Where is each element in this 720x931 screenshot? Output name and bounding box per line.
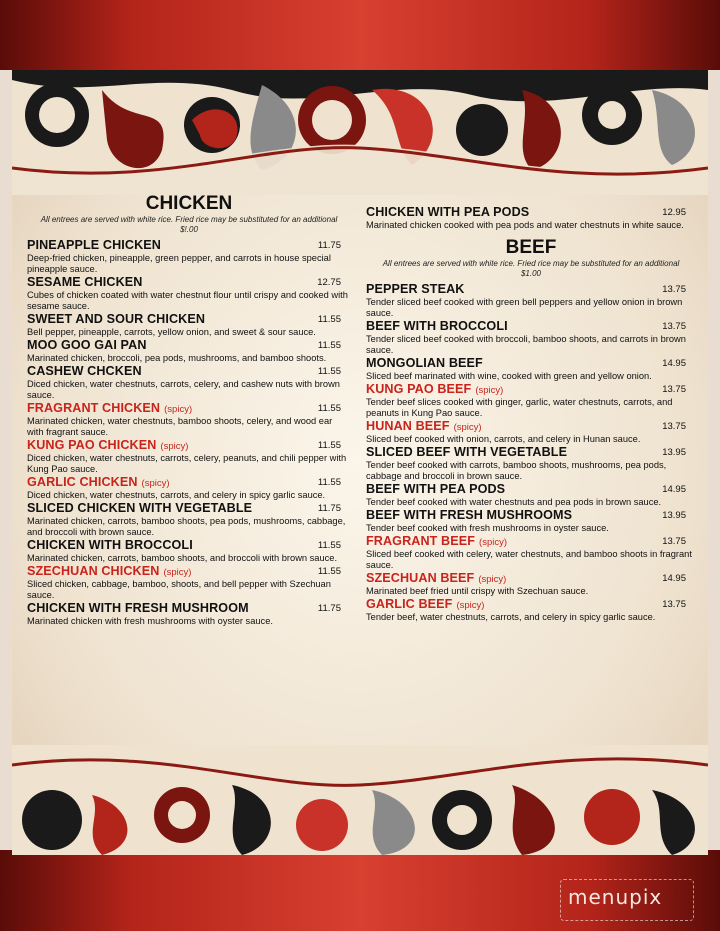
menu-item-description: Sliced chicken, cabbage, bamboo, shoots, and bell pepper with Szechuan sauce. — [27, 579, 331, 600]
menu-item — [366, 356, 696, 382]
menu-item — [27, 364, 351, 401]
chicken-column — [27, 194, 351, 627]
watermark-logo: menupix — [568, 885, 663, 909]
menu-item-price: 12.75 — [317, 277, 341, 288]
chicken-section-title: CHICKEN — [145, 193, 233, 214]
menu-item-price: 11.75 — [317, 503, 341, 514]
menu-item — [366, 482, 696, 508]
menu-item-name: CASHEW CHCKEN — [27, 364, 142, 378]
menu-item — [27, 238, 351, 275]
menu-item — [366, 382, 696, 419]
menu-item — [27, 538, 351, 564]
menu-item-description: Tender beef cooked with water chestnuts and pea pods in brown sauce. — [366, 497, 662, 507]
menu-item-name: FRAGRANT BEEF — [366, 534, 476, 548]
menu-item-description: Deep-fried chicken, pineapple, green pepper, and carrots in house special pineapple sauce. — [27, 253, 331, 274]
menu-item — [366, 597, 696, 623]
menu-item-price: 14.95 — [662, 573, 686, 584]
menu-item-price: 12.95 — [662, 207, 686, 218]
menu-item-name: HUNAN BEEF — [366, 419, 450, 433]
menu-item — [27, 275, 351, 312]
menu-item-name: FRAGRANT CHICKEN — [27, 401, 161, 415]
menu-item — [366, 419, 696, 445]
menu-item — [366, 282, 696, 319]
menu-item-price: 11.55 — [317, 340, 341, 351]
menu-item-name: BEEF WITH PEA PODS — [366, 482, 506, 496]
menu-item-name: SZECHUAN BEEF — [366, 571, 475, 585]
menu-item-description: Tender beef cooked with carrots, bamboo shoots, mushrooms, pea pods, cabbage and broccoli in brown sauce. — [366, 460, 667, 481]
menu-item-description: Diced chicken, water chestnuts, carrots, and celery in spicy garlic sauce. — [27, 490, 326, 500]
menu-item-name: GARLIC CHICKEN — [27, 475, 138, 489]
menu-item-name: SLICED BEEF WITH VEGETABLE — [366, 445, 568, 459]
menu-item-description: Marinated beef fried until crispy with Szechuan sauce. — [366, 586, 589, 596]
menu-item-price: 13.75 — [662, 321, 686, 332]
spicy-label: (spicy) — [141, 478, 170, 489]
menu-item-price: 11.55 — [317, 440, 341, 451]
menu-item — [366, 205, 696, 231]
spicy-label: (spicy) — [479, 537, 508, 548]
menu-item-description: Tender sliced beef cooked with broccoli, bamboo shoots, and carrots in brown sauce. — [366, 334, 686, 355]
menu-item-price: 11.55 — [317, 366, 341, 377]
menu-item — [366, 534, 696, 571]
menu-item-price: 14.95 — [662, 358, 686, 369]
menu-item-name: SESAME CHICKEN — [27, 275, 143, 289]
menu-item-description: Cubes of chicken coated with water chestnut flour until crispy and cooked with sesame sauce. — [27, 290, 348, 311]
menu-item-price: 11.55 — [317, 314, 341, 325]
spicy-label: (spicy) — [160, 441, 189, 452]
menu-item-description: Tender beef, water chestnuts, carrots, and celery in spicy garlic sauce. — [366, 612, 656, 622]
menu-item-description: Marinated chicken with fresh mushrooms with oyster sauce. — [27, 616, 273, 626]
menu-item — [27, 438, 351, 475]
beef-section-note: All entrees are served with white rice. Fried rice may be substituted for an additional $1.00 — [382, 259, 680, 278]
menu-item — [366, 571, 696, 597]
beef-section-title: BEEF — [505, 237, 557, 258]
menu-item-name: MONGOLIAN BEEF — [366, 356, 483, 370]
menu-item-price: 13.75 — [662, 384, 686, 395]
menu-item-name: CHICKEN WITH FRESH MUSHROOM — [27, 601, 249, 615]
spicy-label: (spicy) — [163, 567, 192, 578]
menu-item-description: Diced chicken, water chestnuts, carrots, celery, peanuts, and chili pepper with Kung Pao sauce. — [27, 453, 347, 474]
menu-item-description: Sliced beef cooked with celery, water chestnuts, and bamboo shoots in fragrant sauce. — [366, 549, 692, 570]
bottom-decorative-pattern — [12, 745, 708, 855]
menu-item — [27, 312, 351, 338]
menu-item-name: SZECHUAN CHICKEN — [27, 564, 160, 578]
menu-item — [27, 564, 351, 601]
top-decorative-pattern — [12, 70, 708, 195]
menu-item-price: 13.75 — [662, 421, 686, 432]
spicy-label: (spicy) — [453, 422, 482, 433]
menu-item-name: KUNG PAO CHICKEN — [27, 438, 157, 452]
menu-item-name: CHICKEN WITH BROCCOLI — [27, 538, 193, 552]
menu-item-description: Tender sliced beef cooked with green bell peppers and yellow onion in brown sauce. — [366, 297, 683, 318]
menu-item — [27, 601, 351, 627]
menu-item-name: MOO GOO GAI PAN — [27, 338, 147, 352]
menu-item-description: Tender beef slices cooked with ginger, garlic, water chestnuts, carrots, and peanuts in Kung Pao sauce. — [366, 397, 673, 418]
menu-item-description: Sliced beef marinated with wine, cooked with green and yellow onion. — [366, 371, 652, 381]
menu-item-price: 11.75 — [317, 240, 341, 251]
menu-item-price: 11.55 — [317, 477, 341, 488]
menu-item-description: Marinated chicken, water chestnuts, bamboo shoots, celery, and wood ear with fragrant sauce. — [27, 416, 333, 437]
menu-item-name: SLICED CHICKEN WITH VEGETABLE — [27, 501, 253, 515]
menu-item-name: GARLIC BEEF — [366, 597, 453, 611]
menu-item-price: 13.75 — [662, 284, 686, 295]
menu-item-name: PINEAPPLE CHICKEN — [27, 238, 161, 252]
menu-item-name: CHICKEN WITH PEA PODS — [366, 205, 530, 219]
menu-item-price: 13.95 — [662, 510, 686, 521]
menu-item-name: SWEET AND SOUR CHICKEN — [27, 312, 206, 326]
menu-item — [27, 338, 351, 364]
menu-item-description: Diced chicken, water chestnuts, carrots, celery, and cashew nuts with brown sauce. — [27, 379, 340, 400]
spicy-label: (spicy) — [478, 574, 507, 585]
menu-item-name: BEEF WITH BROCCOLI — [366, 319, 508, 333]
menu-item — [366, 445, 696, 482]
chicken-section-note: All entrees are served with white rice. Fried rice may be substituted for an additional $!.00 — [40, 215, 338, 234]
menu-item-description: Tender beef cooked with fresh mushrooms in oyster sauce. — [366, 523, 609, 533]
menu-item — [366, 319, 696, 356]
menu-item-name: PEPPER STEAK — [366, 282, 465, 296]
menu-item — [27, 401, 351, 438]
spicy-label: (spicy) — [475, 385, 504, 396]
spicy-label: (spicy) — [164, 404, 193, 415]
menu-item-description: Marinated chicken, carrots, bamboo shoots, and broccoli with brown sauce. — [27, 553, 338, 563]
menu-item-price: 13.75 — [662, 536, 686, 547]
menu-item-name: BEEF WITH FRESH MUSHROOMS — [366, 508, 573, 522]
menu-item-description: Sliced beef cooked with onion, carrots, and celery in Hunan sauce. — [366, 434, 641, 444]
menu-item-description: Bell pepper, pineapple, carrots, yellow onion, and sweet & sour sauce. — [27, 327, 316, 337]
beef-item-list — [366, 282, 696, 623]
top-red-band — [0, 0, 720, 70]
menu-item-price: 14.95 — [662, 484, 686, 495]
menu-item-price: 11.55 — [317, 403, 341, 414]
menu-item-price: 11.55 — [317, 566, 341, 577]
menu-item-description: Marinated chicken cooked with pea pods and water chestnuts in white sauce. — [366, 220, 684, 230]
menu-item-name: KUNG PAO BEEF — [366, 382, 472, 396]
menu-item — [366, 508, 696, 534]
menu-item — [27, 501, 351, 538]
menu-item-description: Marinated chicken, broccoli, pea pods, mushrooms, and bamboo shoots. — [27, 353, 327, 363]
chicken-item-list — [27, 238, 351, 627]
menu-item-price: 11.55 — [317, 540, 341, 551]
beef-column — [366, 205, 696, 623]
menu-item-price: 13.95 — [662, 447, 686, 458]
menu-item-price: 11.75 — [317, 603, 341, 614]
menu-item-description: Marinated chicken, carrots, bamboo shoots, pea pods, mushrooms, cabbage, and broccoli with brown sauce. — [27, 516, 346, 537]
menu-item-price: 13.75 — [662, 599, 686, 610]
spicy-label: (spicy) — [456, 600, 485, 611]
menu-item — [27, 475, 351, 501]
